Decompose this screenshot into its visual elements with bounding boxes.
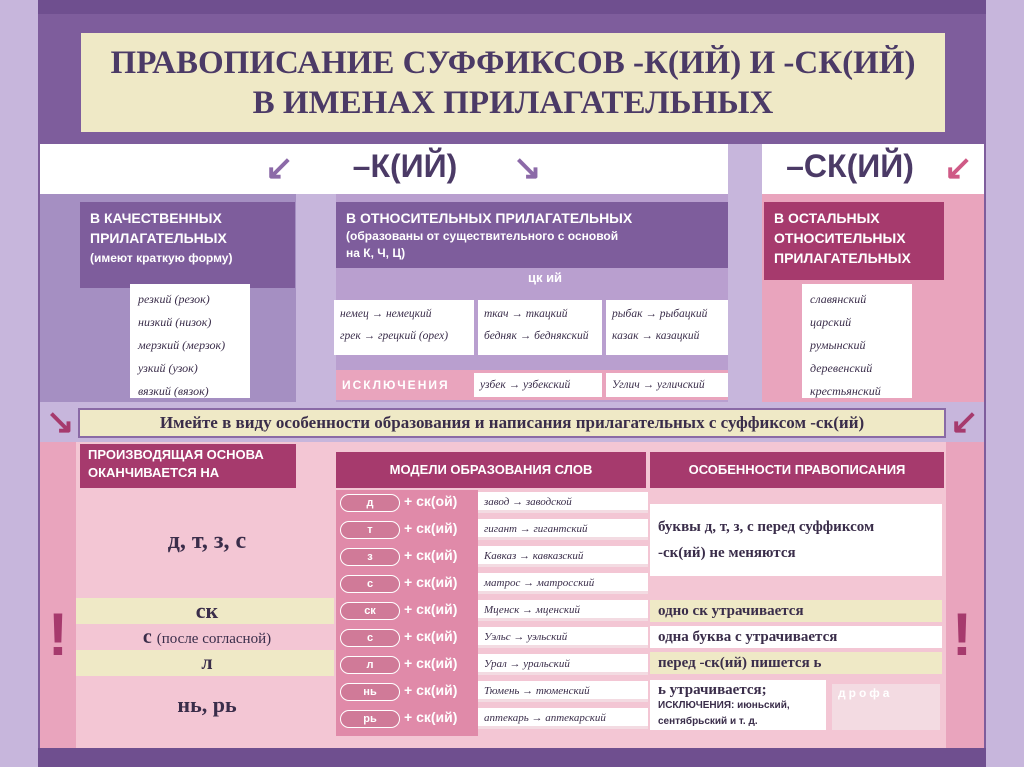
sk-heading — [764, 202, 944, 280]
stem-s-letter: с — [142, 626, 152, 648]
list-item: бедняк → беднякский — [484, 330, 589, 342]
th-stem-line2: ОКАНЧИВАЕТСЯ НА — [88, 465, 220, 480]
arrow-down-right-icon: ↘ — [513, 149, 542, 187]
list-item: казак → казацкий — [612, 330, 700, 342]
model-row — [340, 519, 476, 540]
exclamation-icon-left: ! — [48, 601, 68, 668]
stem-nr: нь, рь — [177, 692, 237, 717]
rel-heading-line: В ОТНОСИТЕЛЬНЫХ ПРИЛАГАТЕЛЬНЫХ — [346, 210, 633, 226]
sk-heading-line2: ОТНОСИТЕЛЬНЫХ — [774, 230, 906, 246]
list-item: славянский — [810, 292, 867, 306]
rule-s: одна буква с утрачивается — [650, 626, 942, 648]
suffix-text: + ск(ий) — [404, 628, 458, 644]
example-item: Урал → уральский — [478, 654, 648, 675]
sk-heading-line1: В ОСТАЛЬНЫХ — [774, 210, 880, 226]
arrow-down-left-pink-icon: ↙ — [944, 149, 973, 187]
list-item: царский — [810, 315, 852, 329]
model-row — [340, 492, 476, 513]
list-item: ткач → ткацкий — [484, 308, 568, 320]
example-item: Уэльс → уэльский — [478, 627, 648, 648]
stem-pill: ск — [340, 602, 400, 620]
list-item: мерзкий (мерзок) — [138, 338, 226, 352]
example-item: Кавказ → кавказский — [478, 546, 648, 567]
header-separator — [728, 144, 762, 194]
rel-pair-box-1 — [334, 300, 474, 355]
qual-heading — [80, 202, 295, 288]
model-row — [340, 681, 476, 702]
sk-word-list — [802, 284, 912, 398]
model-row — [340, 654, 476, 675]
stem-sk: ск — [195, 598, 219, 623]
suffix-text: + ск(ий) — [404, 601, 458, 617]
suffix-text: + ск(ий) — [404, 709, 458, 725]
stem-pill: нь — [340, 683, 400, 701]
stem-pill: д — [340, 494, 400, 512]
stem-l: л — [201, 652, 213, 674]
rule-sk: одно ск утрачивается — [650, 600, 942, 622]
suffix-text: + ск(ий) — [404, 547, 458, 563]
left-frame-strip — [0, 0, 38, 767]
model-row — [340, 708, 476, 729]
qual-heading-line2: ПРИЛАГАТЕЛЬНЫХ — [90, 230, 227, 246]
rel-pair-box-2 — [478, 300, 602, 355]
stem-s — [78, 626, 336, 649]
column-gap-2 — [728, 194, 762, 402]
exclamation-icon-right: ! — [952, 601, 972, 668]
title-line-1: ПРАВОПИСАНИЕ СУФФИКСОВ -К(ИЙ) И -СК(ИЙ) — [110, 45, 916, 81]
th-models: МОДЕЛИ ОБРАЗОВАНИЯ СЛОВ — [336, 452, 646, 488]
list-item: резкий (резок) — [138, 292, 210, 306]
arrow-down-left-icon: ↙ — [265, 149, 294, 187]
bottom-frame-strip — [38, 748, 986, 767]
rel-pair-box-3 — [606, 300, 728, 355]
list-item: грек → грецкий (орех) — [340, 330, 449, 342]
arrow-down-right-icon: ↘ — [46, 403, 75, 441]
list-item: немец → немецкий — [340, 308, 432, 320]
stem-pill: з — [340, 548, 400, 566]
rule-dtzs-line1: буквы д, т, з, с перед суффиксом — [658, 519, 875, 535]
rel-note-2: на К, Ч, Ц) — [346, 246, 406, 260]
model-row — [340, 600, 476, 621]
k-header: –К(ИЙ) — [352, 148, 458, 184]
example-item: гигант → гигантский — [478, 519, 648, 540]
model-row — [340, 573, 476, 594]
suffix-scheme: цк ий — [527, 270, 563, 285]
qual-word-list — [130, 284, 250, 398]
rule-nr-line1: ь утрачивается; — [658, 682, 767, 698]
title-box — [78, 30, 948, 135]
list-item: крестьянский — [810, 384, 881, 398]
example-item: аптекарь → аптекарский — [478, 708, 648, 729]
list-item: рыбак → рыбацкий — [612, 308, 708, 320]
publisher-block — [832, 684, 940, 730]
exception-2: Углич → угличский — [606, 373, 728, 397]
list-item: деревенский — [810, 361, 873, 375]
sk-header: –СК(ИЙ) — [786, 148, 914, 184]
rel-heading — [336, 202, 728, 268]
rel-note-1: (образованы от существительного с основой — [346, 229, 619, 243]
th-stem-line1: ПРОИЗВОДЯЩАЯ ОСНОВА — [88, 447, 264, 462]
arrow-down-left-icon: ↙ — [950, 403, 979, 441]
suffix-text: + ск(ий) — [404, 520, 458, 536]
stem-dtzs: д, т, з, с — [167, 528, 247, 554]
title-line-2: В ИМЕНАХ ПРИЛАГАТЕЛЬНЫХ — [252, 85, 774, 121]
example-item: завод → заводской — [478, 492, 648, 513]
rule-l: перед -ск(ий) пишется ь — [650, 652, 942, 674]
model-row — [340, 627, 476, 648]
column-gap-1 — [296, 194, 336, 402]
stem-pill: л — [340, 656, 400, 674]
sk-heading-line3: ПРИЛАГАТЕЛЬНЫХ — [774, 250, 911, 266]
stem-pill: с — [340, 629, 400, 647]
rule-nr-line2: ИСКЛЮЧЕНИЯ: июньский, — [658, 700, 790, 711]
example-item: матрос → матросский — [478, 573, 648, 594]
stem-pill: рь — [340, 710, 400, 728]
suffix-text: + ск(ий) — [404, 682, 458, 698]
list-item: низкий (низок) — [138, 315, 212, 329]
th-rules: ОСОБЕННОСТИ ПРАВОПИСАНИЯ — [650, 452, 944, 488]
th-stem — [80, 444, 296, 488]
suffix-text: + ск(ий) — [404, 655, 458, 671]
exception-1: узбек → узбекский — [474, 373, 602, 397]
exceptions-label: ИСКЛЮЧЕНИЯ — [342, 378, 450, 392]
rule-dtzs — [650, 504, 942, 576]
list-item: вязкий (вязок) — [138, 384, 209, 398]
model-row — [340, 546, 476, 567]
suffix-text: + ск(ой) — [404, 493, 458, 509]
table-left-margin — [40, 442, 76, 748]
qual-note: (имеют краткую форму) — [90, 251, 233, 265]
stem-s-note: (после согласной) — [156, 631, 272, 647]
qual-heading-line1: В КАЧЕСТВЕННЫХ — [90, 210, 222, 226]
list-item: узкий (узок) — [138, 361, 198, 375]
publisher-logo: дрофа — [838, 686, 893, 700]
list-item: румынский — [810, 338, 866, 352]
stem-pill: с — [340, 575, 400, 593]
top-frame-strip — [38, 0, 986, 14]
table-right-margin — [946, 442, 984, 748]
rule-nr-line3: сентябрьский и т. д. — [658, 716, 758, 727]
right-frame-strip — [986, 0, 1024, 767]
example-item: Тюмень → тюменский — [478, 681, 648, 702]
stem-pill: т — [340, 521, 400, 539]
rule-nr — [650, 680, 826, 730]
rule-dtzs-line2: -ск(ий) не меняются — [658, 545, 796, 561]
example-item: Мценск → мценский — [478, 600, 648, 621]
notice-bar: Имейте в виду особенности образования и написания прилагательных с суффиксом -ск(ий) — [78, 408, 946, 438]
suffix-text: + ск(ий) — [404, 574, 458, 590]
